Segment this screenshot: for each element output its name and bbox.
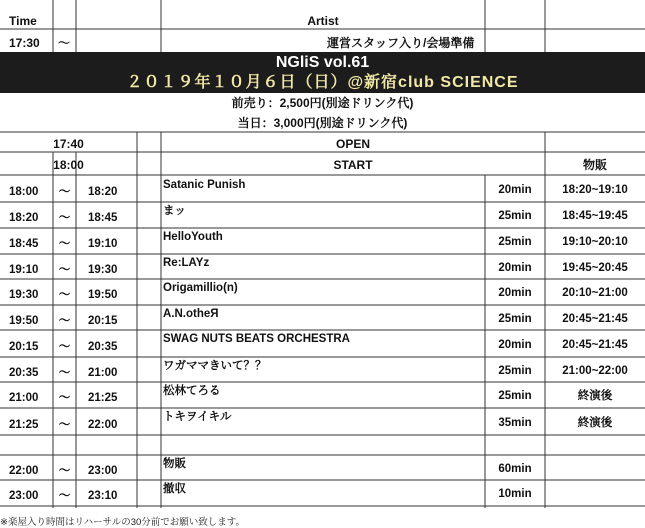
row-duration: 20min — [498, 338, 532, 351]
header-time: Time — [9, 14, 37, 28]
row-end: 18:45 — [88, 212, 118, 224]
row-artist: ワガママきいて？？ — [163, 360, 267, 372]
row-start: 21:25 — [9, 418, 39, 431]
row-duration: 25min — [498, 210, 532, 222]
row-artist: まッ — [163, 205, 186, 217]
row-end: 23:10 — [88, 490, 118, 502]
pre-text: 運営スタッフ入り/会場準備 — [327, 36, 475, 50]
row-artist: Satanic Punish — [163, 179, 246, 191]
row-end: 18:20 — [88, 186, 118, 198]
row-duration: 25min — [498, 236, 532, 248]
row-duration: 60min — [498, 462, 532, 475]
row-artist: Re:LAYz — [163, 257, 210, 269]
row-artist: HelloYouth — [163, 231, 223, 243]
row-merch: 終演後 — [577, 390, 613, 402]
row-duration: 25min — [498, 312, 532, 325]
row-artist: トキヲイキル — [163, 411, 232, 423]
row-start: 21:00 — [9, 392, 39, 404]
row-tilde: 〜 — [58, 464, 71, 477]
event-title: NGliS vol.61 — [275, 54, 370, 71]
row-duration: 25min — [498, 364, 532, 377]
row-tilde: 〜 — [58, 238, 71, 250]
row-start: 18:00 — [9, 186, 39, 198]
row-end: 19:30 — [88, 263, 118, 276]
row-tilde: 〜 — [58, 314, 71, 327]
merch-header: 物販 — [582, 158, 607, 172]
row-duration: 20min — [498, 184, 532, 196]
row-start: 20:35 — [9, 366, 39, 379]
row-merch: 終演後 — [577, 416, 613, 429]
row-tilde: 〜 — [58, 392, 71, 404]
row-end: 20:35 — [88, 340, 118, 353]
event-date-venue: ２０１９年１０月６日（日）@新宿club SCIENCE — [126, 74, 519, 91]
row-start: 20:15 — [9, 340, 39, 353]
start-label: START — [333, 158, 373, 172]
row-start: 18:45 — [9, 238, 39, 250]
row-artist: 物販 — [163, 458, 186, 470]
row-artist: Origamillio(n) — [163, 282, 238, 294]
row-artist: A.N.otheЯ — [163, 308, 219, 320]
row-artist: 松林てろる — [163, 385, 221, 397]
row-start: 22:00 — [9, 464, 39, 477]
row-end: 20:15 — [88, 314, 118, 327]
start-time: 18:00 — [53, 158, 84, 172]
row-tilde: 〜 — [58, 212, 71, 224]
row-tilde: 〜 — [58, 490, 71, 502]
row-start: 23:00 — [9, 490, 39, 502]
row-merch: 20:45~21:45 — [562, 312, 628, 325]
footnote: ※楽屋入り時間はリハーサルの30分前でお願い致します。 — [0, 517, 246, 528]
row-start: 19:50 — [9, 314, 39, 327]
row-tilde: 〜 — [58, 186, 71, 198]
row-merch: 19:10~20:10 — [562, 236, 628, 248]
row-duration: 20min — [498, 261, 532, 274]
row-artist: SWAG NUTS BEATS ORCHESTRA — [163, 333, 350, 345]
row-merch: 20:10~21:00 — [562, 287, 628, 299]
row-merch: 21:00~22:00 — [562, 364, 628, 377]
row-tilde: 〜 — [58, 289, 71, 301]
pre-tilde: 〜 — [58, 36, 71, 50]
row-artist: 撤収 — [163, 483, 186, 495]
door-price: 当日：3,000円(別途ドリンク代) — [237, 116, 408, 130]
pre-time: 17:30 — [9, 36, 40, 50]
row-merch: 19:45~20:45 — [562, 261, 628, 274]
row-start: 19:30 — [9, 289, 39, 301]
row-tilde: 〜 — [58, 263, 71, 276]
row-duration: 25min — [498, 390, 532, 402]
open-time: 17:40 — [53, 137, 84, 151]
row-end: 19:10 — [88, 238, 118, 250]
row-end: 22:00 — [88, 418, 118, 431]
advance-price: 前売り：2,500円(別途ドリンク代) — [231, 96, 414, 110]
row-tilde: 〜 — [58, 340, 71, 353]
row-tilde: 〜 — [58, 418, 71, 431]
row-tilde: 〜 — [58, 366, 71, 379]
row-start: 18:20 — [9, 212, 39, 224]
open-label: OPEN — [335, 137, 370, 151]
row-start: 19:10 — [9, 263, 39, 276]
row-end: 23:00 — [88, 464, 118, 477]
header-artist: Artist — [307, 14, 339, 28]
row-end: 19:50 — [88, 289, 118, 301]
row-merch: 18:20~19:10 — [562, 184, 628, 196]
row-duration: 10min — [498, 488, 532, 500]
row-merch: 18:45~19:45 — [562, 210, 628, 222]
row-end: 21:00 — [88, 366, 118, 379]
row-merch: 20:45~21:45 — [562, 338, 628, 351]
row-duration: 20min — [498, 287, 532, 299]
row-end: 21:25 — [88, 392, 118, 404]
row-duration: 35min — [498, 416, 532, 429]
